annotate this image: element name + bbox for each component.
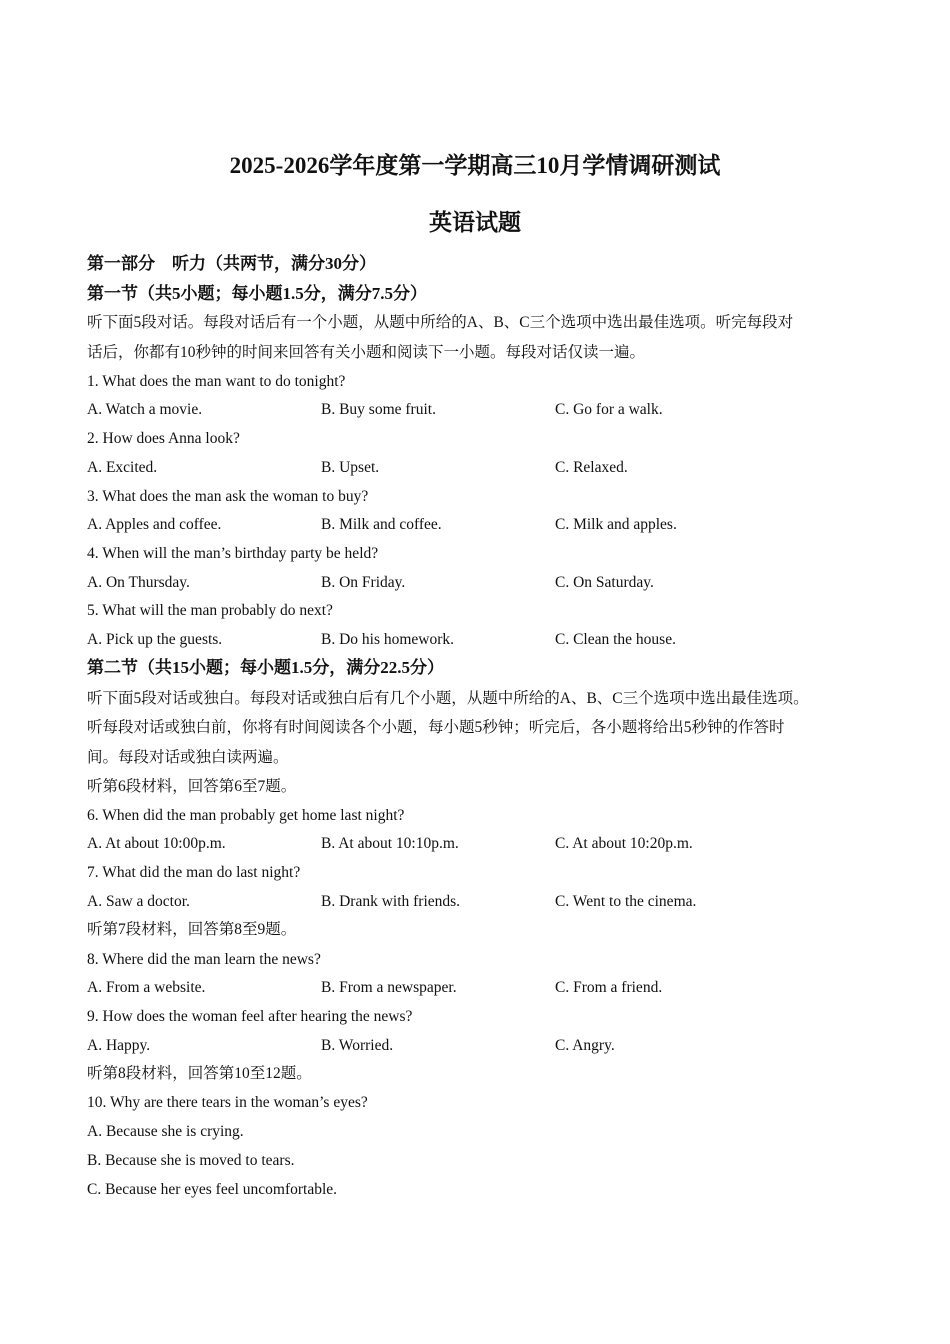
question-1: 1. What does the man want to do tonight? — [87, 373, 346, 390]
option-c: C. Angry. — [555, 1037, 615, 1054]
exam-subtitle: 英语试题 — [429, 210, 521, 235]
section1-instruction-line: 话后，你都有10秒钟的时间来回答有关小题和阅读下一小题。每段对话仅读一遍。 — [87, 344, 646, 361]
section1-instruction-line: 听下面5段对话。每段对话后有一个小题，从题中所给的A、B、C三个选项中选出最佳选项。听完每段对 — [87, 314, 794, 331]
option-c: C. At about 10:20p.m. — [555, 835, 693, 852]
option-a: A. From a website. — [87, 979, 206, 996]
option-c: C. Went to the cinema. — [555, 893, 697, 910]
material-6-note: 听第6段材料，回答第6至7题。 — [87, 778, 297, 795]
option-b: B. Upset. — [321, 459, 380, 476]
question-6: 6. When did the man probably get home last night? — [87, 807, 405, 824]
question-9: 9. How does the woman feel after hearing the news? — [87, 1008, 413, 1025]
option-c: C. Go for a walk. — [555, 401, 663, 418]
option-b: B. Milk and coffee. — [321, 516, 442, 533]
option-b: B. At about 10:10p.m. — [321, 835, 459, 852]
section2-instruction-line: 听下面5段对话或独白。每段对话或独白后有几个小题，从题中所给的A、B、C三个选项中选出最佳选项。 — [87, 690, 809, 707]
material-8-note: 听第8段材料，回答第10至12题。 — [87, 1065, 312, 1082]
option-b: B. Do his homework. — [321, 631, 455, 648]
material-7-note: 听第7段材料，回答第8至9题。 — [87, 921, 297, 938]
option-b: B. Because she is moved to tears. — [87, 1152, 295, 1169]
option-b: B. Worried. — [321, 1037, 394, 1054]
question-7: 7. What did the man do last night? — [87, 864, 301, 881]
option-c: C. Milk and apples. — [555, 516, 677, 533]
question-2: 2. How does Anna look? — [87, 430, 240, 447]
option-a: A. Because she is crying. — [87, 1123, 244, 1140]
option-a: A. On Thursday. — [87, 574, 190, 591]
option-c: C. On Saturday. — [555, 574, 654, 591]
option-a: A. Happy. — [87, 1037, 151, 1054]
part1-heading: 第一部分 听力（共两节，满分30分） — [87, 254, 376, 273]
option-a: A. Saw a doctor. — [87, 893, 190, 910]
section2-heading: 第二节（共15小题；每小题1.5分，满分22.5分） — [87, 658, 444, 677]
question-8: 8. Where did the man learn the news? — [87, 951, 321, 968]
option-c: C. Relaxed. — [555, 459, 628, 476]
section1-heading: 第一节（共5小题；每小题1.5分，满分7.5分） — [87, 284, 427, 303]
option-a: A. Pick up the guests. — [87, 631, 223, 648]
option-b: B. From a newspaper. — [321, 979, 457, 996]
option-a: A. At about 10:00p.m. — [87, 835, 226, 852]
question-5: 5. What will the man probably do next? — [87, 602, 333, 619]
option-c: C. Clean the house. — [555, 631, 676, 648]
section2-instruction-line: 听每段对话或独白前，你将有时间阅读各个小题，每小题5秒钟；听完后，各小题将给出5秒钟的作答时 — [87, 719, 785, 736]
question-10: 10. Why are there tears in the woman’s eyes? — [87, 1094, 368, 1111]
section2-instruction-line: 间。每段对话或独白读两遍。 — [87, 749, 289, 766]
question-4: 4. When will the man’s birthday party be held? — [87, 545, 379, 562]
option-b: B. Buy some fruit. — [321, 401, 436, 418]
option-a: A. Excited. — [87, 459, 158, 476]
option-c: C. From a friend. — [555, 979, 663, 996]
option-a: A. Watch a movie. — [87, 401, 203, 418]
question-3: 3. What does the man ask the woman to buy? — [87, 488, 369, 505]
option-a: A. Apples and coffee. — [87, 516, 222, 533]
option-c: C. Because her eyes feel uncomfortable. — [87, 1181, 338, 1198]
option-b: B. Drank with friends. — [321, 893, 461, 910]
exam-title: 2025-2026学年度第一学期高三10月学情调研测试 — [229, 153, 721, 178]
option-b: B. On Friday. — [321, 574, 406, 591]
